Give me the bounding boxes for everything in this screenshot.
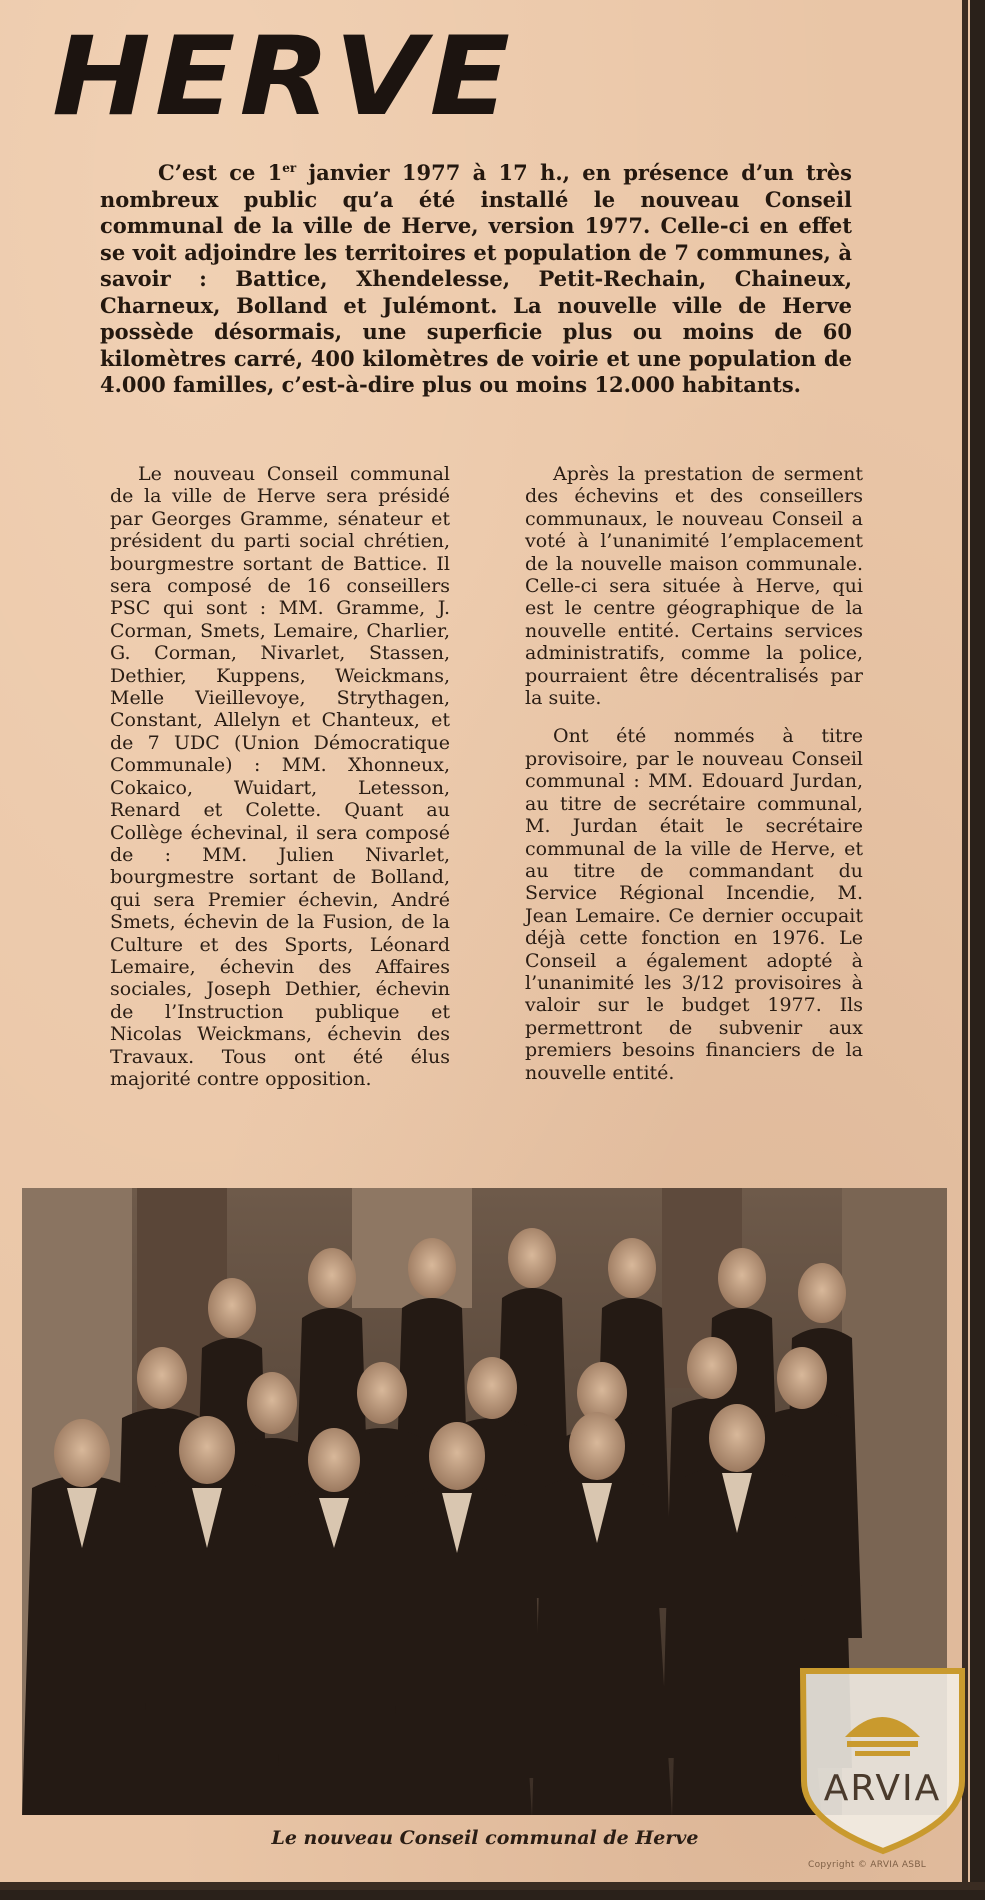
- lede-text-rest: janvier 1977 à 17 h., en présence d’un très nombreux public qu’a été installé le nouveau Conseil communal de la ville de Herve, version 1977. Celle-ci en effet se voit adjoindre les territoires et population de 7 communes, à savoir : Battice, Xhendelesse, Petit-Rechain, Chaineux, Charneux, Bolland et Julémont. La nouvelle ville de Herve possède désormais, une superficie plus ou moins de 60 kilomètres carré, 400 kilomètres de voirie et une population de 4.000 familles, c’est-à-dire plus ou moins 12.000 habitants.: [100, 160, 852, 397]
- arvia-logo-text: ARVIA: [823, 1768, 942, 1809]
- article-lede: [100, 155, 852, 399]
- left-column: [110, 463, 450, 1090]
- right-paragraph-1: Après la prestation de serment des échevins et des conseillers communaux, le nouveau Conseil a voté à l’unanimité l’emplacement de la nouvelle maison communale. Celle-ci sera située à Herve, qui est le centre géographique de la nouvelle entité. Certains services administratifs, comme la police, pourraient être décentralisés par la suite.: [525, 463, 863, 710]
- page-border-right: [962, 0, 968, 1890]
- left-paragraph-1: Le nouveau Conseil communal de la ville de Herve sera présidé par Georges Gramme, sénateur et président du parti social chrétien, bourgmestre sortant de Battice. Il sera composé de 16 conseillers PSC qui sont : MM. Gramme, J. Corman, Smets, Lemaire, Charlier, G. Corman, Nivarlet, Stassen, Dethier, Kuppens, Weickmans, Melle Vieillevoye, Strythagen, Constant, Allelyn et Chanteux, et de 7 UDC (Union Démocratique Communale) : MM. Xhonneux, Cokaico, Wuidart, Letesson, Renard et Colette. Quant au Collège échevinal, il sera composé de : MM. Julien Nivarlet, bourgmestre sortant de Bolland, qui sera Premier échevin, André Smets, échevin de la Fusion, de la Culture et des Sports, Léonard Lemaire, échevin des Affaires sociales, Joseph Dethier, échevin de l’Instruction publique et Nicolas Weickmans, échevin des Travaux. Tous ont été élus majorité contre opposition.: [110, 463, 450, 1090]
- right-column: [525, 463, 863, 1084]
- arvia-shield-icon: [795, 1665, 970, 1855]
- page-border-bottom: [0, 1882, 985, 1890]
- right-paragraph-2: Ont été nommés à titre provisoire, par le nouveau Conseil communal : MM. Edouard Jurdan, au titre de secrétaire communal, M. Jurdan était le secrétaire communal de la ville de Herve, et au titre de commandant du Service Régional Incendie, M. Jean Lemaire. Ce dernier occupait déjà cette fonction en 1976. Le Conseil a également adopté à l’unanimité les 3/12 provisoires à valoir sur le budget 1977. Ils permettront de subvenir aux premiers besoins financiers de la nouvelle entité.: [525, 725, 863, 1084]
- photo-caption: Le nouveau Conseil communal de Herve: [271, 1827, 699, 1849]
- lede-text-start: C’est ce 1: [158, 160, 283, 185]
- copyright-notice: Copyright © ARVIA ASBL: [808, 1860, 927, 1870]
- lede-ordinal-suffix: er: [282, 161, 297, 175]
- article-title: HERVE: [52, 12, 515, 140]
- arvia-logo: [795, 1665, 970, 1855]
